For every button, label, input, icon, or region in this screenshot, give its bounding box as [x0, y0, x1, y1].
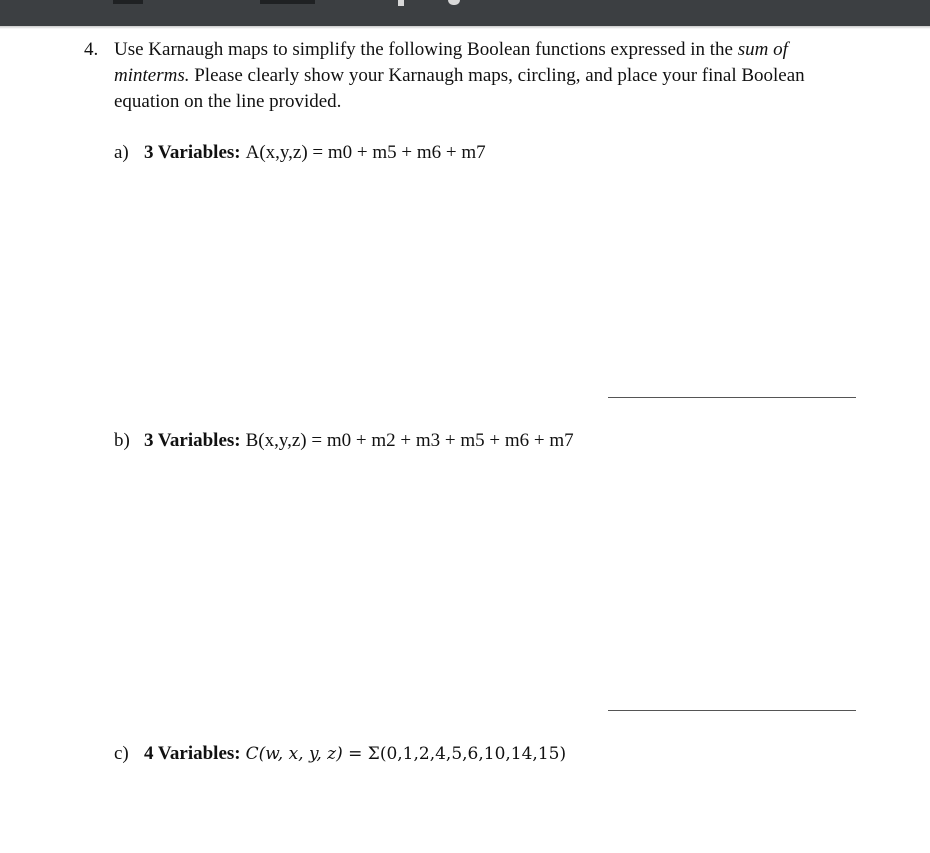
part-heading: 3 Variables:: [144, 142, 241, 163]
answer-line-a: [608, 397, 856, 398]
question-number: 4.: [84, 39, 99, 60]
toolbar-icon[interactable]: [398, 0, 404, 6]
minterm-expression: Σ(0,1,2,4,5,6,10,14,15): [367, 744, 567, 764]
part-label: b): [114, 430, 130, 451]
instructions-text: Use Karnaugh maps to simplify the following Boolean functions expressed in the: [114, 39, 738, 60]
equals-sign: =: [342, 744, 368, 764]
toolbar-shadow: [0, 26, 930, 29]
toolbar-control[interactable]: [113, 0, 143, 4]
function-name: B(x,y,z) =: [245, 430, 327, 451]
toolbar-control[interactable]: [260, 0, 315, 4]
viewer-toolbar: [0, 0, 930, 26]
part-label: a): [114, 142, 129, 163]
minterm-expression: m0 + m5 + m6 + m7: [327, 142, 486, 163]
instructions-text: Please clearly show your Karnaugh maps, circling, and place your final Boolean equation on the line provided.: [114, 65, 805, 112]
minterm-expression: m0 + m2 + m3 + m5 + m6 + m7: [326, 430, 574, 451]
part-heading: 3 Variables:: [144, 430, 241, 451]
part-label: c): [114, 743, 129, 764]
part-b: [114, 428, 574, 454]
part-a: [114, 140, 486, 166]
question-instructions: [114, 37, 849, 115]
instructions-emphasis: sum of minterms.: [114, 39, 788, 86]
function-name: A(x,y,z) =: [245, 142, 328, 163]
toolbar-icon[interactable]: [448, 0, 460, 5]
part-heading: 4 Variables:: [144, 743, 241, 764]
part-c: [114, 741, 566, 767]
answer-line-b: [608, 710, 856, 711]
function-name: C(w, x, y, z): [245, 744, 343, 764]
